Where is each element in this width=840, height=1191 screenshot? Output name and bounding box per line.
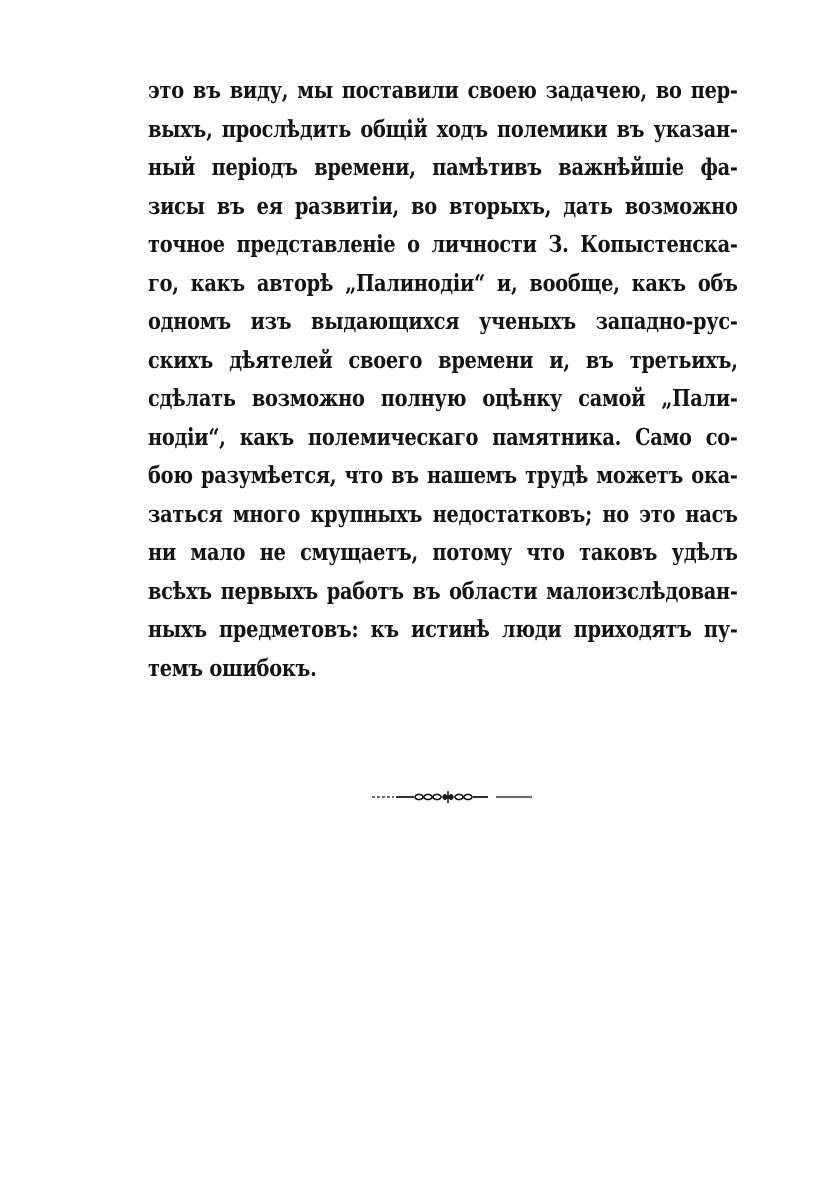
text-line-10: нодіи“, какъ полемическаго памятника. Само со- bbox=[148, 423, 738, 451]
text-line-15: ныхъ предметовъ: къ истинѣ люди приходятъ пу- bbox=[148, 616, 738, 643]
text-line-11: бою разумѣется, что въ нашемъ трудѣ можетъ ока- bbox=[148, 462, 738, 489]
text-line-5: точное представленіе о личности З. Копыстенска- bbox=[148, 231, 738, 258]
text-line-14: всѣхъ первыхъ работъ въ области малоизслѣдован- bbox=[148, 577, 738, 605]
text-line-7: одномъ изъ выдающихся ученыхъ западно-рус- bbox=[148, 308, 738, 335]
text-line-9: сдѣлать возможно полную оцѣнку самой „Пали- bbox=[148, 385, 738, 412]
text-line-12: заться много крупныхъ недостатковъ; но это насъ bbox=[148, 500, 738, 528]
body-text bbox=[148, 72, 738, 688]
tailpiece-ornament-icon bbox=[372, 790, 532, 804]
text-line-6: го, какъ авторѣ „Палинодіи“ и, вообще, какъ объ bbox=[148, 269, 738, 297]
text-line-8: скихъ дѣятелей своего времени и, въ третьихъ, bbox=[148, 346, 738, 374]
text-line-4: зисы въ ея развитіи, во вторыхъ, дать возможно bbox=[148, 192, 738, 220]
text-line-2: выхъ, прослѣдить общій ходъ полемики въ указан- bbox=[148, 115, 738, 143]
text-line-13: ни мало не смущаетъ, потому что таковъ удѣлъ bbox=[148, 539, 738, 566]
text-line-3: ный періодъ времени, памѣтивъ важнѣйшіе фа- bbox=[148, 154, 738, 181]
text-line-16: темъ ошибокъ. bbox=[148, 654, 317, 682]
text-line-1: это въ виду, мы поставили своею задачею, во пер- bbox=[148, 77, 738, 104]
